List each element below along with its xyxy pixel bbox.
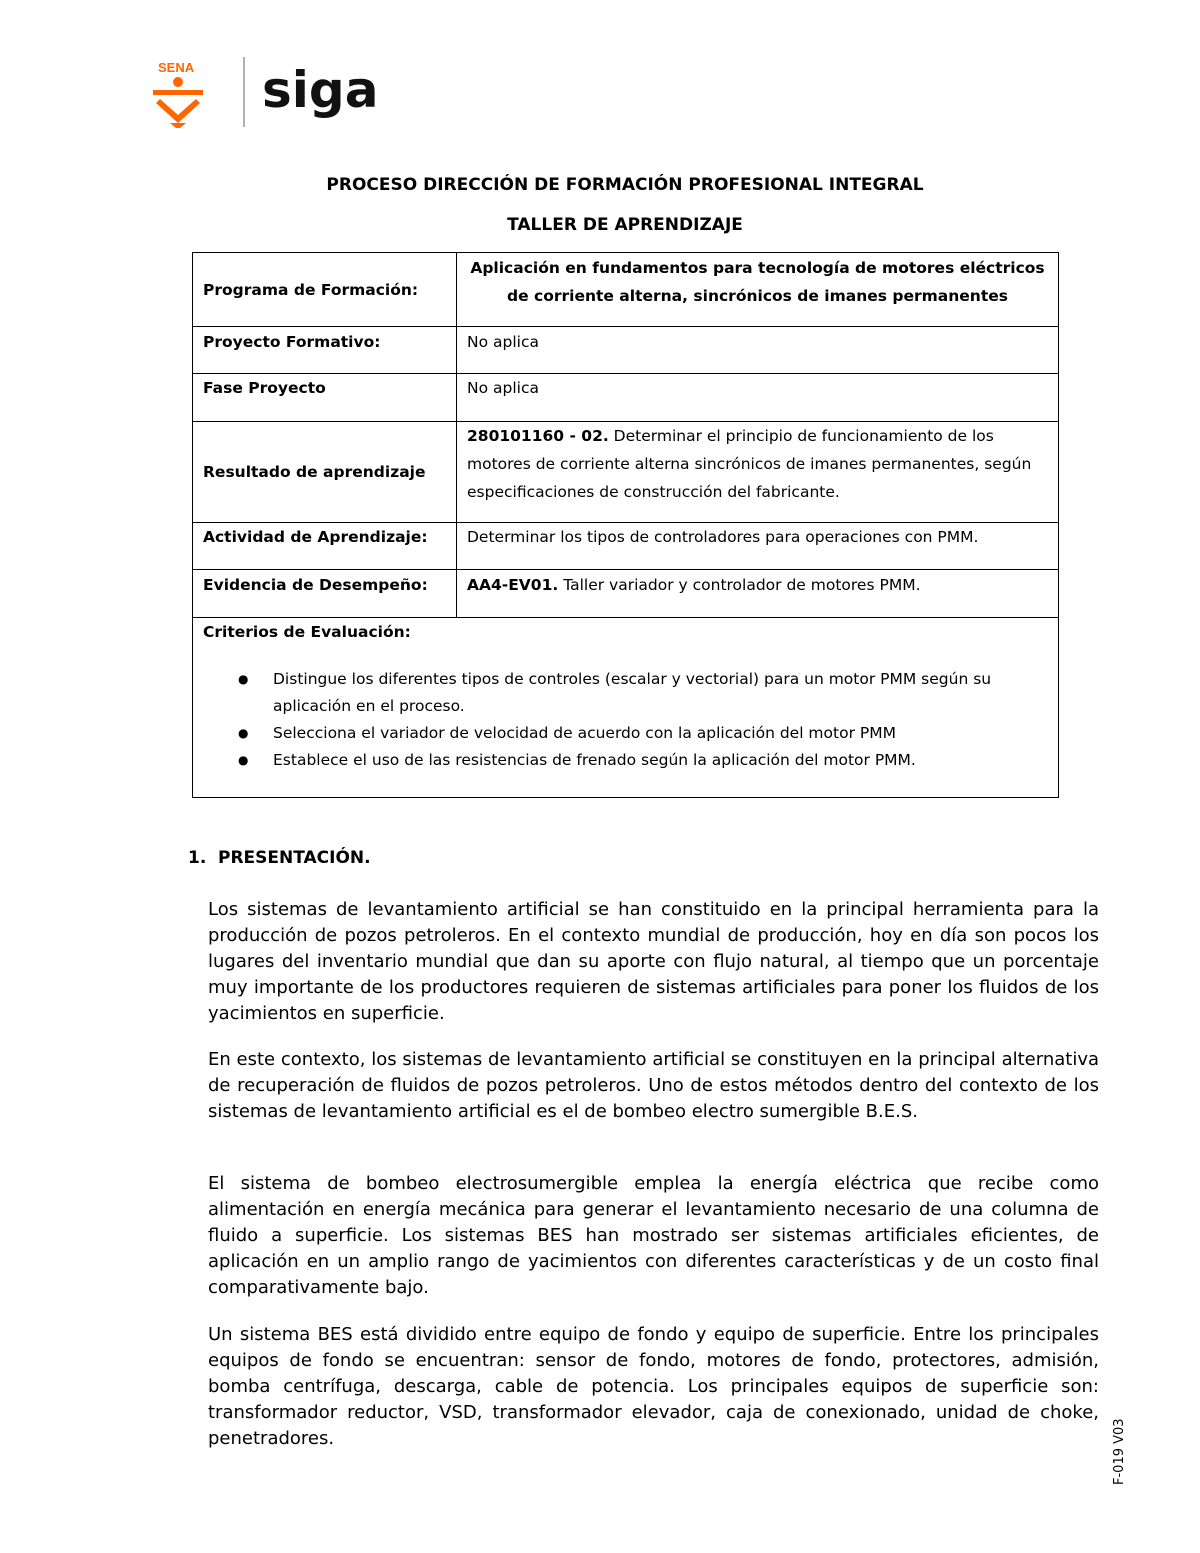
- list-item: ● Establece el uso de las resistencias de frenado según la aplicación del motor PMM.: [273, 747, 1048, 774]
- resultado-cell: [457, 422, 1059, 523]
- fase-label: Fase Proyecto: [193, 374, 457, 422]
- evidencia-code: AA4-EV01.: [467, 576, 559, 594]
- table-row-actividad: [193, 523, 1059, 570]
- criterios-label: Criterios de Evaluación:: [203, 623, 411, 641]
- table-row-resultado: [193, 422, 1059, 523]
- evidencia-value: Taller variador y controlador de motores PMM.: [558, 576, 921, 594]
- actividad-value: Determinar los tipos de controladores para operaciones con PMM.: [457, 523, 1059, 570]
- list-item: ● Distingue los diferentes tipos de controles (escalar y vectorial) para un motor PMM según su aplicación en el proceso.: [273, 666, 1048, 720]
- resultado-code: 280101160 - 02.: [467, 427, 609, 445]
- section-number: 1.: [188, 848, 207, 868]
- programa-value: Aplicación en fundamentos para tecnología de motores eléctricos de corriente alterna, sincrónicos de imanes permanentes: [457, 253, 1059, 327]
- table-row-criterios: [193, 618, 1059, 798]
- list-item: ● Selecciona el variador de velocidad de acuerdo con la aplicación del motor PMM: [273, 720, 1048, 747]
- sena-siga-logo: [150, 52, 390, 132]
- criterios-cell: [193, 618, 1059, 798]
- resultado-label: Resultado de aprendizaje: [193, 422, 457, 523]
- proyecto-value: No aplica: [457, 327, 1059, 374]
- section-heading: [188, 848, 371, 868]
- program-info-table: [192, 252, 1059, 798]
- criterios-list: [203, 666, 1048, 774]
- sena-logo-icon: [150, 52, 390, 132]
- resultado-value: Determinar el principio de funcionamiento de los motores de corriente alterna sincrónicos de imanes permanentes, según especificaciones de construcción del fabricante.: [467, 427, 1032, 501]
- siga-logo-text: siga: [262, 61, 379, 119]
- table-row-programa: [193, 253, 1059, 327]
- fase-value: No aplica: [457, 374, 1059, 422]
- sena-logo-text: SENA: [158, 60, 195, 75]
- document-subtitle: TALLER DE APRENDIZAJE: [507, 215, 743, 235]
- table-row-proyecto: [193, 327, 1059, 374]
- table-row-evidencia: [193, 570, 1059, 618]
- evidencia-cell: [457, 570, 1059, 618]
- actividad-label: Actividad de Aprendizaje:: [193, 523, 457, 570]
- form-code: F-019 V03: [1112, 1418, 1127, 1485]
- document-title: PROCESO DIRECCIÓN DE FORMACIÓN PROFESIONAL INTEGRAL: [326, 175, 924, 195]
- paragraph: Un sistema BES está dividido entre equipo de fondo y equipo de superficie. Entre los principales equipos de fondo se encuentran: sensor de fondo, motores de fondo, protectores, admisión, bomba centrífuga, descarga, cable de potencia. Los principales equipos de superficie son: transformador reductor, VSD, transformador elevador, caja de conexionado, unidad de choke, penetradores.: [208, 1324, 1099, 1449]
- table-row-fase: [193, 374, 1059, 422]
- proyecto-label: Proyecto Formativo:: [193, 327, 457, 374]
- section-title: PRESENTACIÓN.: [218, 848, 371, 868]
- paragraph: En este contexto, los sistemas de levantamiento artificial se constituyen en la principal alternativa de recuperación de fluidos de pozos petroleros. Uno de estos métodos dentro del contexto de los sistemas de levantamiento artificial es el de bombeo electro sumergible B.E.S.: [208, 1049, 1099, 1122]
- programa-label: Programa de Formación:: [193, 253, 457, 327]
- evidencia-label: Evidencia de Desempeño:: [193, 570, 457, 618]
- paragraph: Los sistemas de levantamiento artificial se han constituido en la principal herramienta para la producción de pozos petroleros. En el contexto mundial de producción, hoy en día son pocos los lugares del inventario mundial que dan su aporte con flujo natural, al tiempo que un porcentaje muy importante de los productores requieren de sistemas artificiales para poner los fluidos de los yacimientos en superficie.: [208, 899, 1099, 1024]
- paragraph: El sistema de bombeo electrosumergible emplea la energía eléctrica que recibe como alimentación en energía mecánica para generar el levantamiento necesario de una columna de fluido a superficie. Los sistemas BES han mostrado ser sistemas artificiales eficientes, de aplicación en un amplio rango de yacimientos con diferentes características y de un costo final comparativamente bajo.: [208, 1173, 1099, 1298]
